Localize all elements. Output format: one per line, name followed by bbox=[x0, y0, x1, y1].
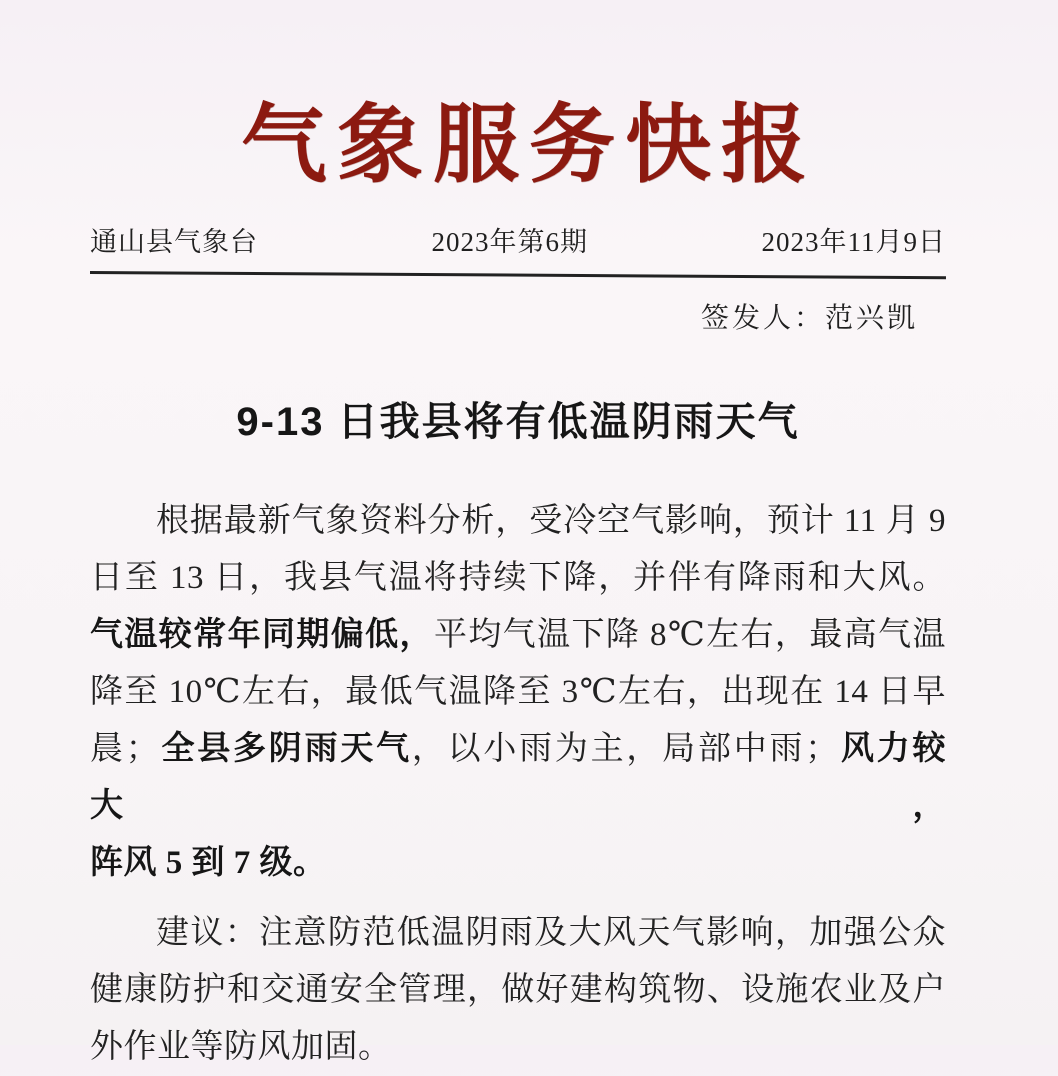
body-text: 晨； bbox=[90, 730, 160, 767]
body-line bbox=[90, 1019, 946, 1076]
body-line bbox=[90, 962, 946, 1019]
masthead bbox=[90, 220, 946, 271]
masthead-agency: 通山县气象台 bbox=[90, 226, 258, 257]
body-text: 日至 13 日，我县气温将持续下降，并伴有降雨和大风。 bbox=[90, 559, 946, 596]
body-line bbox=[90, 607, 946, 664]
bulletin-headline: 9-13 日我县将有低温阴雨天气 bbox=[236, 399, 800, 444]
document-content bbox=[90, 220, 946, 1076]
body-text: 建议：注意防范低温阴雨及大风天气影响，加强公众 bbox=[156, 914, 946, 951]
body-line bbox=[90, 550, 946, 607]
paragraph bbox=[90, 493, 946, 892]
emphasis-text: 全县多阴雨天气 bbox=[159, 730, 412, 767]
body-text: 外作业等防风加固。 bbox=[90, 1028, 392, 1065]
bulletin-body bbox=[90, 493, 946, 1076]
body-line bbox=[90, 493, 946, 550]
body-text: ，以小雨为主，局部中雨； bbox=[411, 730, 839, 767]
issuer-line: 签发人：范兴凯 bbox=[700, 302, 918, 334]
paragraph bbox=[90, 905, 946, 1076]
emphasis-text: 阵风 5 到 7 级。 bbox=[90, 844, 327, 881]
body-text: 健康防护和交通安全管理，做好建构筑物、设施农业及户 bbox=[90, 971, 946, 1008]
emphasis-text: 风力较大， bbox=[90, 730, 947, 824]
masthead-divider bbox=[90, 271, 946, 279]
body-text: 降至 10℃左右，最低气温降至 3℃左右，出现在 14 日早 bbox=[90, 673, 946, 710]
masthead-issue-number: 2023年第6期 bbox=[431, 226, 588, 257]
body-text: 平均气温下降 8℃左右，最高气温 bbox=[433, 616, 947, 653]
body-line bbox=[90, 905, 946, 962]
body-line bbox=[90, 664, 946, 721]
document-title: 气象服务快报 bbox=[241, 97, 817, 193]
emphasis-text: 气温较常年同期偏低， bbox=[90, 616, 434, 653]
body-line bbox=[90, 835, 946, 892]
body-text: 根据最新气象资料分析，受冷空气影响，预计 11 月 9 bbox=[156, 502, 946, 539]
body-line bbox=[90, 721, 946, 835]
masthead-date: 2023年11月9日 bbox=[761, 226, 946, 257]
